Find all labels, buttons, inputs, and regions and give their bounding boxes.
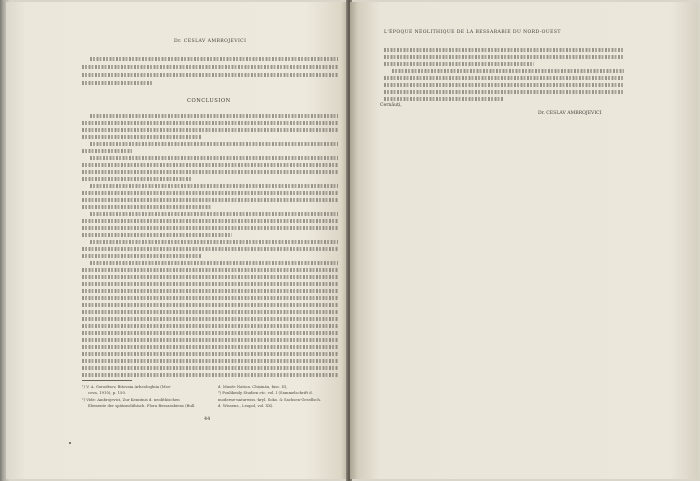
footnote-rule — [82, 380, 132, 381]
paper-speck — [69, 442, 71, 444]
left-page — [6, 2, 348, 479]
author-signature: Dr. CESLAV AMBROJEVICI — [538, 111, 602, 116]
footnote-line: d. Wissens., Leopol, vol. XX). — [218, 403, 274, 408]
right-page — [350, 2, 698, 479]
section-title-conclusion: CONCLUSION — [187, 98, 231, 104]
footnote-line: Elemente der spätneolithisch. Flora Bessarabiens (Bull. — [88, 403, 196, 408]
right-running-head: L'ÉPOQUE NÉOLITHIQUE DE LA BESSARABIE DU NORD-OUEST — [384, 30, 561, 35]
place-line: Cernăuți, — [380, 103, 402, 108]
footnote-line: ¹) V. A. Gorodtsov, Bitovaia Arheologhiia (Mos- — [82, 384, 172, 389]
page-number: 44 — [204, 416, 211, 422]
footnote-line: ²) Vide: Ambrojevici, Zur Kenntnis d. neolithischen — [82, 397, 180, 402]
footnote-line: cova, 1910), p. 150. — [88, 390, 127, 395]
footnote-line: moderne-naturwiss.-kryl. Soko. & Sachsen-Gesellsch. — [218, 397, 321, 402]
left-running-head: Dr. CESLAV AMBROJEVICI — [174, 39, 247, 44]
footnote-line: ³) Poulikeidy Studien etc. vol. I (Sammelschrift d. — [218, 390, 313, 395]
footnote-line: d. Musée Nation. Chișinău, fasc. II), — [218, 384, 288, 389]
